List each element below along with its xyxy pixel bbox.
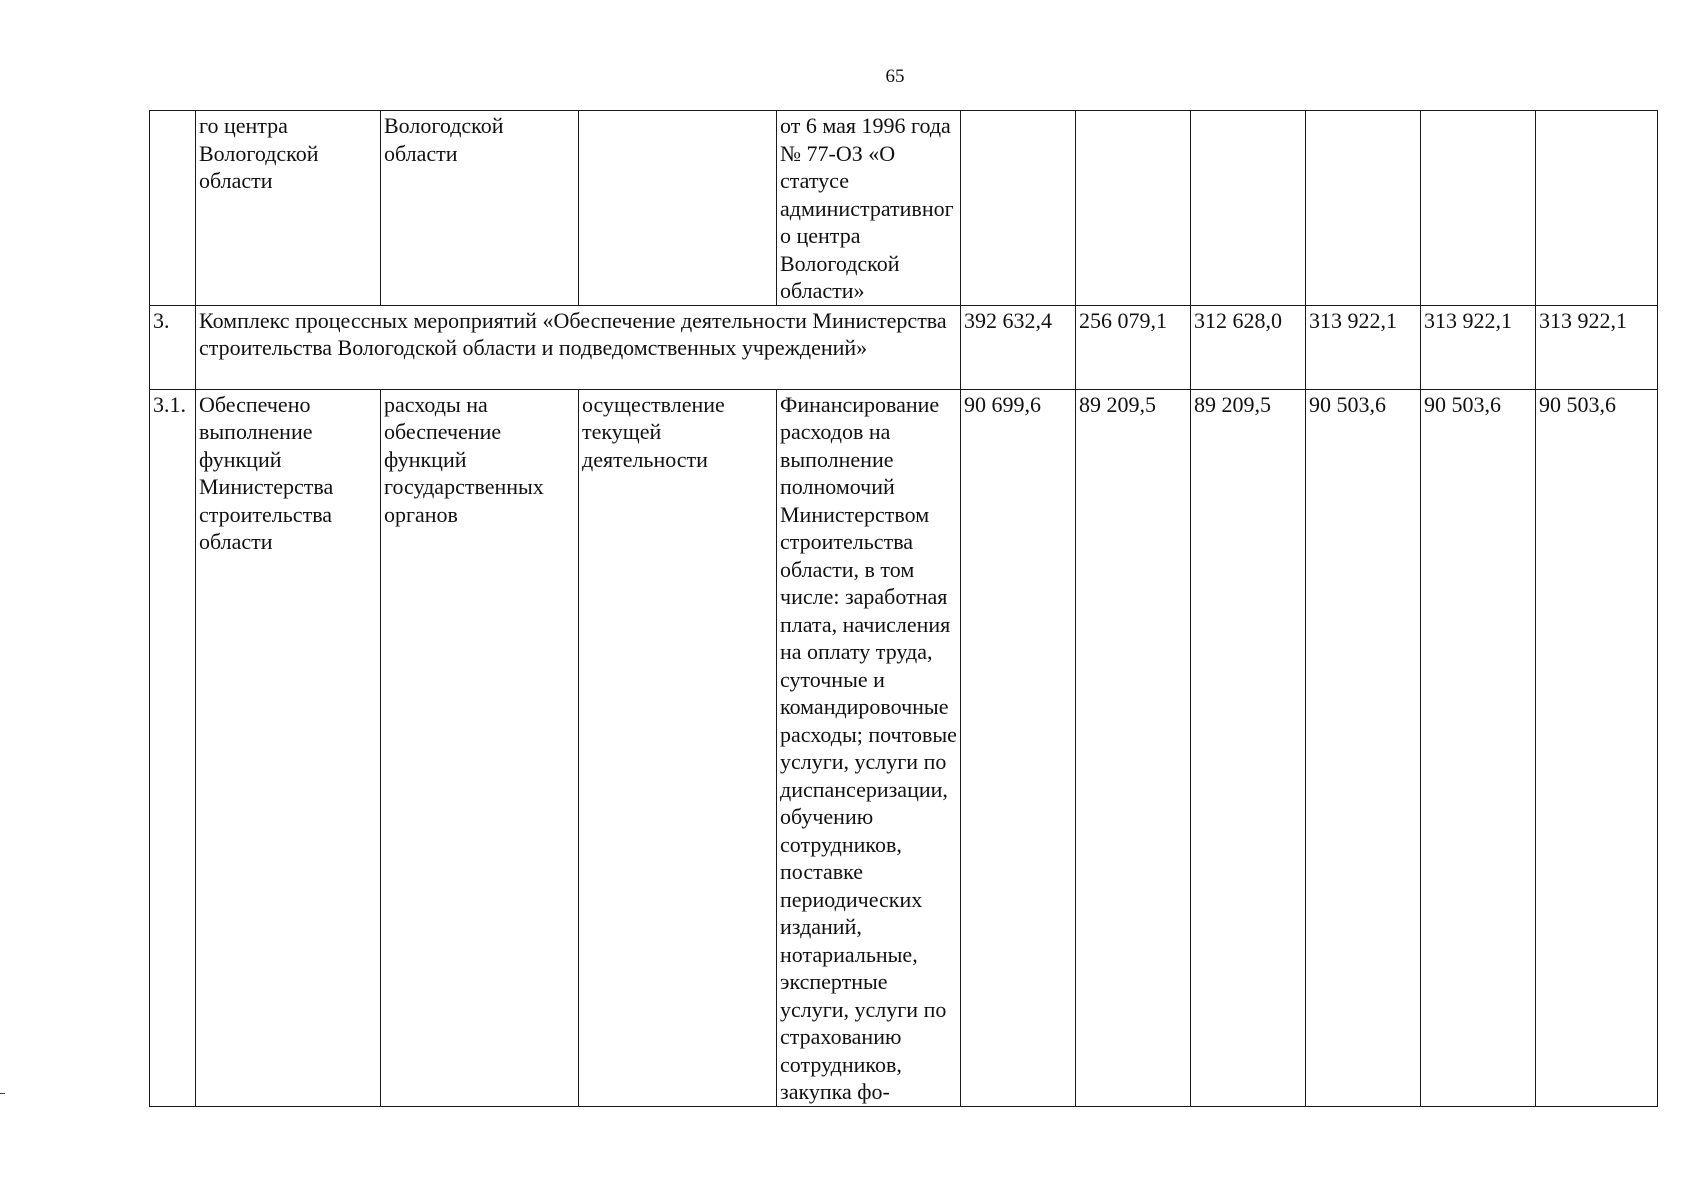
table-row-3-1 [150, 389, 1658, 1106]
cell-description: от 6 мая 1996 года № 77-ОЗ «О статусе административного центра Вологодской области» [777, 111, 961, 306]
cell-characteristic: осуществление текущей деятельности [579, 389, 777, 1106]
cell-characteristic [579, 111, 777, 306]
cell-value [961, 111, 1076, 306]
cell-value: 90 699,6 [961, 389, 1076, 1106]
cell-value: 313 922,1 [1421, 305, 1536, 389]
cell-value: 89 209,5 [1076, 389, 1191, 1106]
cell-value: 312 628,0 [1191, 305, 1306, 389]
cell-value: 256 079,1 [1076, 305, 1191, 389]
page-number: 65 [885, 66, 905, 87]
cell-value: 90 503,6 [1306, 389, 1421, 1106]
cell-value [1421, 111, 1536, 306]
cell-value: 90 503,6 [1421, 389, 1536, 1106]
cell-result: го центра Вологодской области [196, 111, 381, 306]
cell-value [1191, 111, 1306, 306]
cell-complex-title: Комплекс процессных мероприятий «Обеспечение деятельности Министерства строительства Вологодской области и подведомственных учреждений» [196, 305, 961, 389]
cell-number: 3.1. [150, 389, 196, 1106]
cell-value [1306, 111, 1421, 306]
table-row-3 [150, 305, 1658, 389]
cell-value [1536, 111, 1658, 306]
cell-number: 3. [150, 305, 196, 389]
cell-value: 89 209,5 [1191, 389, 1306, 1106]
cell-value: 90 503,6 [1536, 389, 1658, 1106]
cell-number [150, 111, 196, 306]
cell-result: Обеспечено выполнение функций Министерства строительства области [196, 389, 381, 1106]
scan-edge-mark [0, 1093, 5, 1094]
cell-value: 313 922,1 [1536, 305, 1658, 389]
budget-table [149, 110, 1658, 1107]
cell-value: 392 632,4 [961, 305, 1076, 389]
table-row-continuation [150, 111, 1658, 306]
cell-expense-type: расходы на обеспечение функций государственных органов [381, 389, 579, 1106]
cell-expense-type: Вологодской области [381, 111, 579, 306]
cell-value [1076, 111, 1191, 306]
cell-value: 313 922,1 [1306, 305, 1421, 389]
cell-description: Финансирование расходов на выполнение полномочий Министерством строительства области, в том числе: заработная плата, начисления на оплату труда, суточные и командировочные расходы; почтовые услуги, услуги по диспансеризации, обучению сотрудников, поставке периодических изданий, нотариальные, экспертные услуги, услуги по страхованию сотрудников, закупка фо- [777, 389, 961, 1106]
